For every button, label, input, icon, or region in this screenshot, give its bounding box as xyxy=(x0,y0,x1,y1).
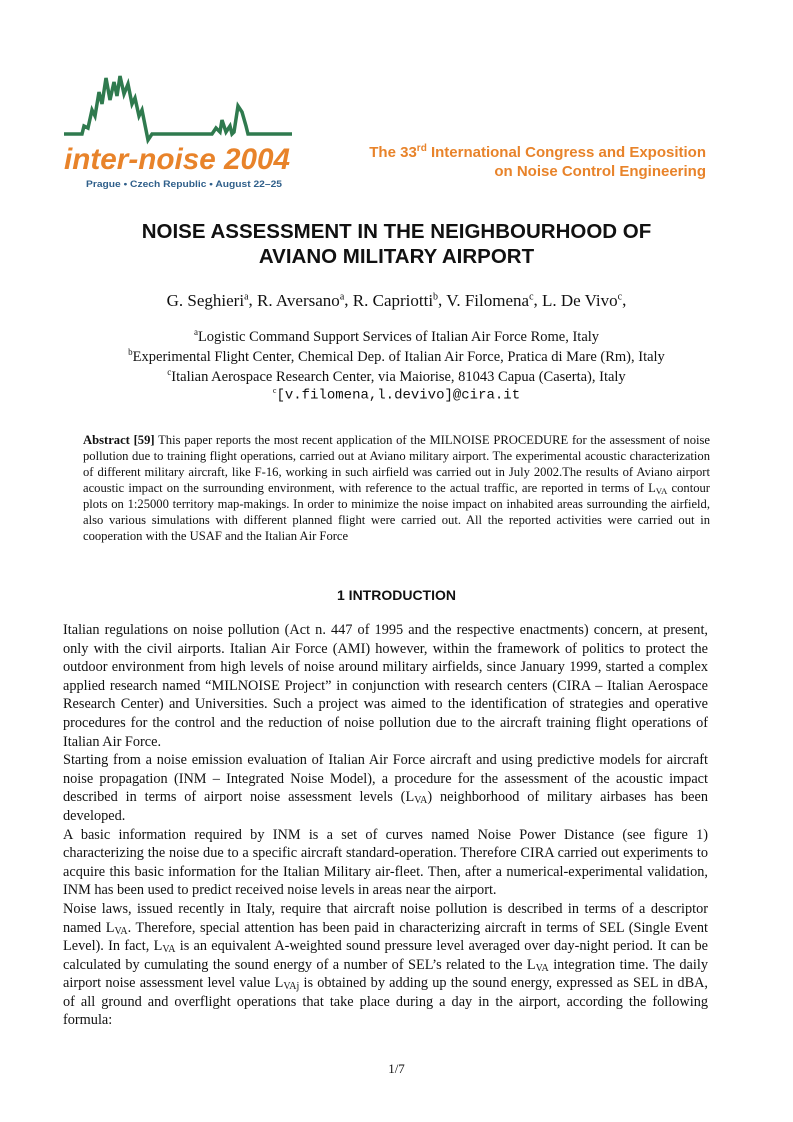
section-heading: 1 INTRODUCTION xyxy=(337,587,456,603)
inter-noise-logo xyxy=(62,70,294,194)
paragraph: Italian regulations on noise pollution (Act n. 447 of 1995 and the respective enactments) concern, at present, only with the civil airports. Italian Air Force (AMI) however, within the framework of politics to protect the outdoor environment from high levels of noise around military airfields, since January 1999, started a complex applied research named “MILNOISE Project” in conjunction with research centers (CIRA – Italian Aerospace Research Center) and Universities. Such a project was aimed to the identification of strategies and operative procedures for the control and the reduction of noise pollution due to the aircraft training flight operations of Italian Air Force. xyxy=(63,622,708,750)
author: V. Filomena$^c$ xyxy=(446,290,534,310)
conference-line2: on Noise Control Engineering xyxy=(494,163,706,180)
logo-subtitle: Prague • Czech Republic • August 22–25 xyxy=(86,179,283,190)
author: L. De Vivo$^c$ xyxy=(542,290,623,310)
body-text xyxy=(63,621,708,1030)
abstract: Abstract [59] This paper reports the most recent application of the MILNOISE PROCEDURE for the assessment of noise pollution due to training flight operations, carried out at Aviano military airport. The experimental acoustic characterization of different military aircraft, like F-16, working in such airfield was carried out in July 2002.The results of Aviano airport acoustic impact on the surrounding environment, with reference to the actual traffic, are reported in terms of $L_{VA}$ contour plots on 1:25000 territory map-makings. In order to minimize the noise impact on inhabited areas surrounding the airfield, also various simulations with different planned flight were carried out. All the reported activities were carried out in cooperation with the USAF and the Italian Air Force xyxy=(83,433,710,543)
paper-title: NOISE ASSESSMENT IN THE NEIGHBOURHOOD OF AVIANO MILITARY AIRPORT xyxy=(141,220,652,268)
affiliation-c: $^c$Italian Aerospace Research Center, via Maiorise, 81043 Capua (Caserta), Italy xyxy=(167,367,626,385)
conference-line1: The 33rd International Congress and Exposition xyxy=(369,143,706,161)
page-number: 1/7 xyxy=(388,1061,405,1076)
abstract-label: Abstract [59] xyxy=(83,433,155,447)
author: R. Capriotti$^b$ xyxy=(352,290,439,310)
paragraph: Starting from a noise emission evaluation of Italian Air Force aircraft and using predictive models for aircraft noise propagation (INM – Integrated Noise Model), a procedure for the assessment of the acoustic impact described in terms of airport noise assessment levels $(L_{VA})$ neighborhood of military airbases has been developed. xyxy=(63,752,708,824)
author: G. Seghieri$^a$ xyxy=(166,290,249,310)
paragraph: Noise laws, issued recently in Italy, require that aircraft noise pollution is described in terms of a descriptor named $L_{VA}$. Therefore, special attention has been paid in characterizing aircraft in terms of SEL (Single Event Level). In fact, $L_{VA}$ is an equivalent A-weighted sound pressure level averaged over day-night period. It can be calculated by cumulating the sound energy of a number of SEL’s related to the $L_{VA}$ integration time. The daily airport noise assessment level value $L_{VAj}$ is obtained by adding up the sound energy, expressed as SEL in dBA, of all ground and overflight operations that take place during a day in the airport, according the following formula: xyxy=(63,900,709,1029)
author: R. Aversano$^a$ xyxy=(257,290,345,310)
paragraph: A basic information required by INM is a set of curves named Noise Power Distance (see figure 1) characterizing the noise due to a specific aircraft standard-operation. Therefore CIRA carried out experiments to acquire this basic information for the Italian Military air-fleet. Then, after a numerical-experimental validation, INM has been used to predict received noise levels in areas near the airport. xyxy=(63,826,708,899)
affiliation-b: $^b$Experimental Flight Center, Chemical Dep. of Italian Air Force, Pratica di Mare (Rm), Italy xyxy=(128,347,665,365)
contact-email[interactable]: $^c$[v.filomena,l.devivo]@cira.it xyxy=(272,386,521,404)
affiliation-a: $^a$Logistic Command Support Services of Italian Air Force Rome, Italy xyxy=(193,327,600,345)
logo-wordmark: inter-noise 2004 xyxy=(64,143,291,176)
author-list: G. Seghieri$^a$, R. Aversano$^a$, R. Capriotti$^b$, V. Filomena$^c$, L. De Vivo$^c$, xyxy=(166,290,627,310)
conference-banner xyxy=(326,139,706,181)
skyline-icon xyxy=(64,76,292,140)
